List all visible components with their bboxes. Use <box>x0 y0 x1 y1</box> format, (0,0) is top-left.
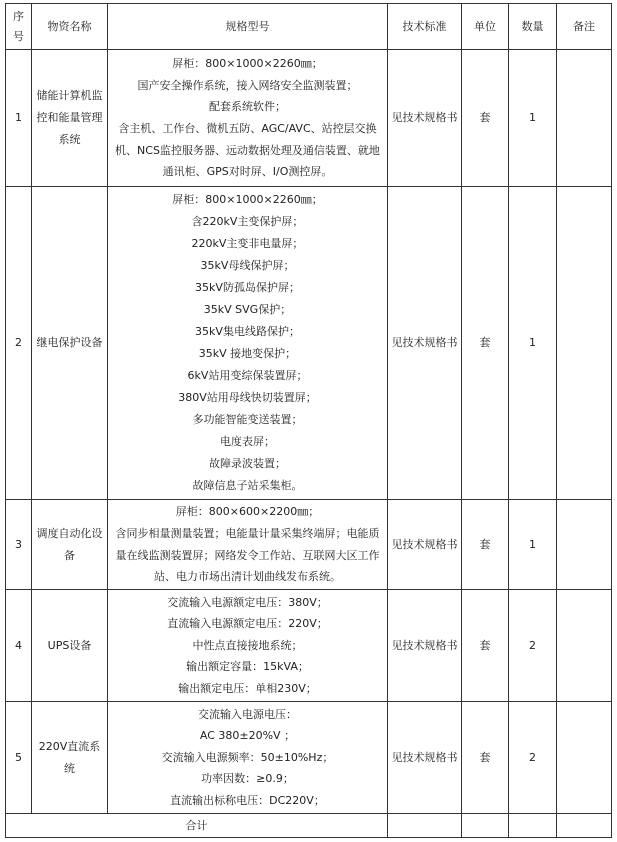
header-unit: 单位 <box>462 4 509 50</box>
header-qty: 数量 <box>509 4 557 50</box>
row-qty: 1 <box>509 187 557 500</box>
row-qty: 2 <box>509 590 557 702</box>
table-row <box>6 500 612 590</box>
row-spec <box>108 50 388 187</box>
row-qty: 1 <box>509 50 557 187</box>
row-remark <box>557 187 612 500</box>
row-name: 220V直流系统 <box>32 702 108 814</box>
spec-line: 输出额定容量：15kVA； <box>186 660 309 674</box>
row-spec <box>108 702 388 814</box>
row-qty: 2 <box>509 702 557 814</box>
spec-line: 交流输入电源电压： <box>198 707 297 721</box>
table-row <box>6 590 612 702</box>
spec-line: 配套系统软件； <box>209 100 286 114</box>
header-standard: 技术标准 <box>388 4 462 50</box>
spec-line: 380V站用母线快切装置屏； <box>178 391 317 404</box>
materials-spec-table <box>5 3 612 838</box>
row-unit: 套 <box>462 500 509 590</box>
row-standard: 见技术规格书 <box>388 50 462 187</box>
table-row <box>6 702 612 814</box>
spec-line: 故障录波装置； <box>209 457 286 470</box>
spec-line: 35kV母线保护屏； <box>200 259 295 272</box>
row-remark <box>557 590 612 702</box>
total-unit <box>462 814 509 838</box>
spec-line: 故障信息子站采集柜。 <box>192 479 303 492</box>
row-index: 5 <box>6 702 32 814</box>
spec-line: 35kV 接地变保护； <box>198 347 297 360</box>
row-name: UPS设备 <box>32 590 108 702</box>
spec-line: 交流输入电源频率：50±10%Hz； <box>161 750 334 764</box>
total-label: 合计 <box>6 814 388 838</box>
spec-line: 含220kV主变保护屏； <box>191 215 304 228</box>
row-index: 1 <box>6 50 32 187</box>
spec-line: 直流输出标称电压：DC220V； <box>170 793 325 807</box>
spec-line: 6kV站用变综保装置屏； <box>187 369 308 382</box>
total-remark <box>557 814 612 838</box>
total-standard <box>388 814 462 838</box>
spec-line: 功率因数：≥0.9； <box>201 772 294 786</box>
header-index: 序号 <box>6 4 32 50</box>
spec-line: 直流输入电源额定电压：220V； <box>167 617 328 631</box>
row-remark <box>557 702 612 814</box>
spec-line: 国产安全操作系统，接入网络安全监测装置； <box>137 78 358 92</box>
row-unit: 套 <box>462 702 509 814</box>
row-index: 4 <box>6 590 32 702</box>
header-spec: 规格型号 <box>108 4 388 50</box>
spec-line: 含主机、工作台、微机五防、AGC/AVC、站控层交换机、NCS监控服务器、远动数据处理及通信装置、就地通讯柜、GPS对时屏、I/O测控屏。 <box>115 122 380 179</box>
total-row <box>6 814 612 838</box>
total-qty <box>509 814 557 838</box>
table-row <box>6 187 612 500</box>
spec-line: AC 380±20%V ； <box>199 729 296 743</box>
row-index: 2 <box>6 187 32 500</box>
spec-line: 35kV防孤岛保护屏； <box>195 281 300 294</box>
spec-line: 220kV主变非电量屏； <box>191 237 304 250</box>
header-name: 物资名称 <box>32 4 108 50</box>
row-standard: 见技术规格书 <box>388 702 462 814</box>
row-standard: 见技术规格书 <box>388 590 462 702</box>
row-name: 继电保护设备 <box>32 187 108 500</box>
row-standard: 见技术规格书 <box>388 187 462 500</box>
row-name: 储能计算机监控和能量管理系统 <box>32 50 108 187</box>
spec-line: 屏柜：800×1000×2260㎜； <box>172 193 323 206</box>
row-spec <box>108 590 388 702</box>
row-standard: 见技术规格书 <box>388 500 462 590</box>
header-row <box>6 4 612 50</box>
row-name: 调度自动化设备 <box>32 500 108 590</box>
row-index: 3 <box>6 500 32 590</box>
row-qty: 1 <box>509 500 557 590</box>
spec-line: 多功能智能变送装置； <box>192 413 303 426</box>
spec-line: 输出额定电压：单相230V； <box>178 681 317 695</box>
row-unit: 套 <box>462 187 509 500</box>
row-remark <box>557 50 612 187</box>
spec-line: 35kV SVG保护； <box>203 303 292 316</box>
spec-line: 屏柜：800×600×2200㎜； <box>175 505 320 519</box>
row-spec <box>108 187 388 500</box>
spec-line: 35kV集电线路保护； <box>195 325 300 338</box>
row-spec <box>108 500 388 590</box>
row-unit: 套 <box>462 50 509 187</box>
row-unit: 套 <box>462 590 509 702</box>
row-remark <box>557 500 612 590</box>
table-row <box>6 50 612 187</box>
spec-line: 中性点直接接地系统； <box>192 638 303 652</box>
spec-line: 交流输入电源额定电压：380V； <box>167 595 328 609</box>
header-remark: 备注 <box>557 4 612 50</box>
spec-line: 含同步相量测量装置；电能量计量采集终端屏；电能质量在线监测装置屏；网络发令工作站、互联网大区工作站、电力市场出清计划曲线发布系统。 <box>115 526 380 584</box>
spec-line: 屏柜：800×1000×2260㎜； <box>172 57 323 71</box>
spec-line: 电度表屏； <box>220 435 275 448</box>
